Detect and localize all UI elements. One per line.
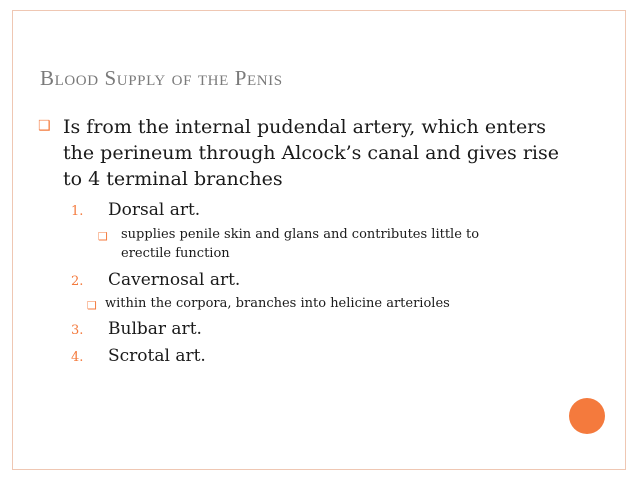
main-bullet-text: Is from the internal pudendal artery, which enters the perineum through Alcock’s canal and gives rise to 4 terminal branches bbox=[63, 116, 560, 190]
orange-square-bullet-icon: ❑ bbox=[87, 299, 97, 312]
list-item-label: Dorsal art. bbox=[108, 200, 201, 220]
list-number: 1. bbox=[71, 204, 84, 219]
orange-square-bullet-icon: ❑ bbox=[98, 230, 108, 243]
list-number: 2. bbox=[71, 274, 84, 289]
list-item-detail: within the corpora, branches into helicine arterioles bbox=[105, 296, 450, 311]
list-number: 4. bbox=[71, 350, 84, 365]
slide-title: Blood Supply of the Penis bbox=[40, 66, 283, 90]
list-item-label: Cavernosal art. bbox=[108, 270, 241, 290]
orange-square-bullet-icon: ❑ bbox=[38, 118, 51, 134]
list-item-label: Bulbar art. bbox=[108, 319, 202, 339]
orange-circle-decoration bbox=[569, 398, 605, 434]
list-item-detail: supplies penile skin and glans and contributes little to erectile function bbox=[121, 227, 480, 261]
list-number: 3. bbox=[71, 323, 84, 338]
list-item-label: Scrotal art. bbox=[108, 346, 206, 366]
